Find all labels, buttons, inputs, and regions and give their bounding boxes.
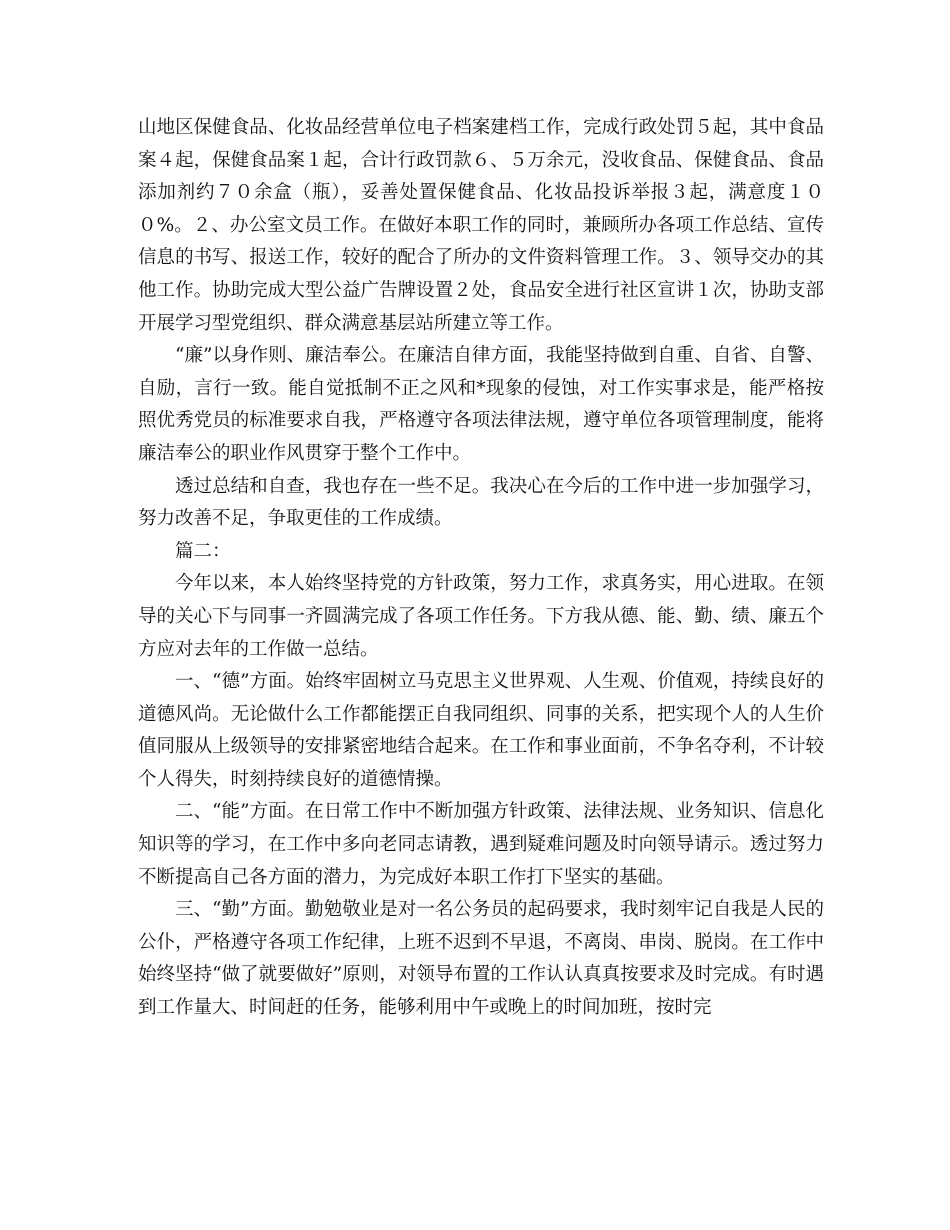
- paragraph-1: 山地区保健食品、化妆品经营单位电子档案建档工作，完成行政处罚５起，其中食品案４起，保健食品案１起，合计行政罚款６、５万余元，没收食品、保健食品、食品添加剂约７０余盒（瓶），妥善处置保健食品、化妆品投诉举报３起，满意度１００%。２、办公室文员工作。在做好本职工作的同时，兼顾所办各项工作总结、宣传信息的书写、报送工作，较好的配合了所办的文件资料管理工作。３、领导交办的其他工作。协助完成大型公益广告牌设置２处，食品安全进行社区宣讲１次，协助支部开展学习型党组织、群众满意基层站所建立等工作。: [138, 117, 824, 334]
- paragraph-3: 透过总结和自查，我也存在一些不足。我决心在今后的工作中进一步加强学习，努力改善不足，争取更佳的工作成绩。: [138, 475, 824, 530]
- paragraph-7: 二、“能”方面。在日常工作中不断加强方针政策、法律法规、业务知识、信息化知识等的学习，在工作中多向老同志请教，遇到疑难问题及时向领导请示。透过努力不断提高自己各方面的潜力，为完成好本职工作打下坚实的基础。: [138, 801, 824, 888]
- paragraph-8: 三、“勤”方面。勤勉敬业是对一名公务员的起码要求，我时刻牢记自我是人民的公仆，严格遵守各项工作纪律，上班不迟到不早退，不离岗、串岗、脱岗。在工作中始终坚持“做了就要做好”原则，对领导布置的工作认认真真按要求及时完成。有时遇到工作量大、时间赶的任务，能够利用中午或晚上的时间加班，按时完: [138, 899, 824, 1019]
- paragraph-6: 一、“德”方面。始终牢固树立马克思主义世界观、人生观、价值观，持续良好的道德风尚。无论做什么工作都能摆正自我同组织、同事的关系，把实现个人的人生价值同服从上级领导的安排紧密地结合起来。在工作和事业面前，不争名夺利，不计较个人得失，时刻持续良好的道德情操。: [138, 671, 824, 790]
- paragraph-2: “廉”以身作则、廉洁奉公。在廉洁自律方面，我能坚持做到自重、自省、自警、自励，言行一致。能自觉抵制不正之风和*现象的侵蚀，对工作实事求是，能严格按照优秀党员的标准要求自我，严格遵守各项法律法规，遵守单位各项管理制度，能将廉洁奉公的职业作风贯穿于整个工作中。: [138, 345, 824, 464]
- paragraph-5: 今年以来，本人始终坚持党的方针政策，努力工作，求真务实，用心进取。在领导的关心下与同事一齐圆满完成了各项工作任务。下方我从德、能、勤、绩、廉五个方应对去年的工作做一总结。: [138, 573, 824, 660]
- section-heading-part-two: 篇二：: [175, 540, 231, 562]
- document-body: [138, 112, 824, 1025]
